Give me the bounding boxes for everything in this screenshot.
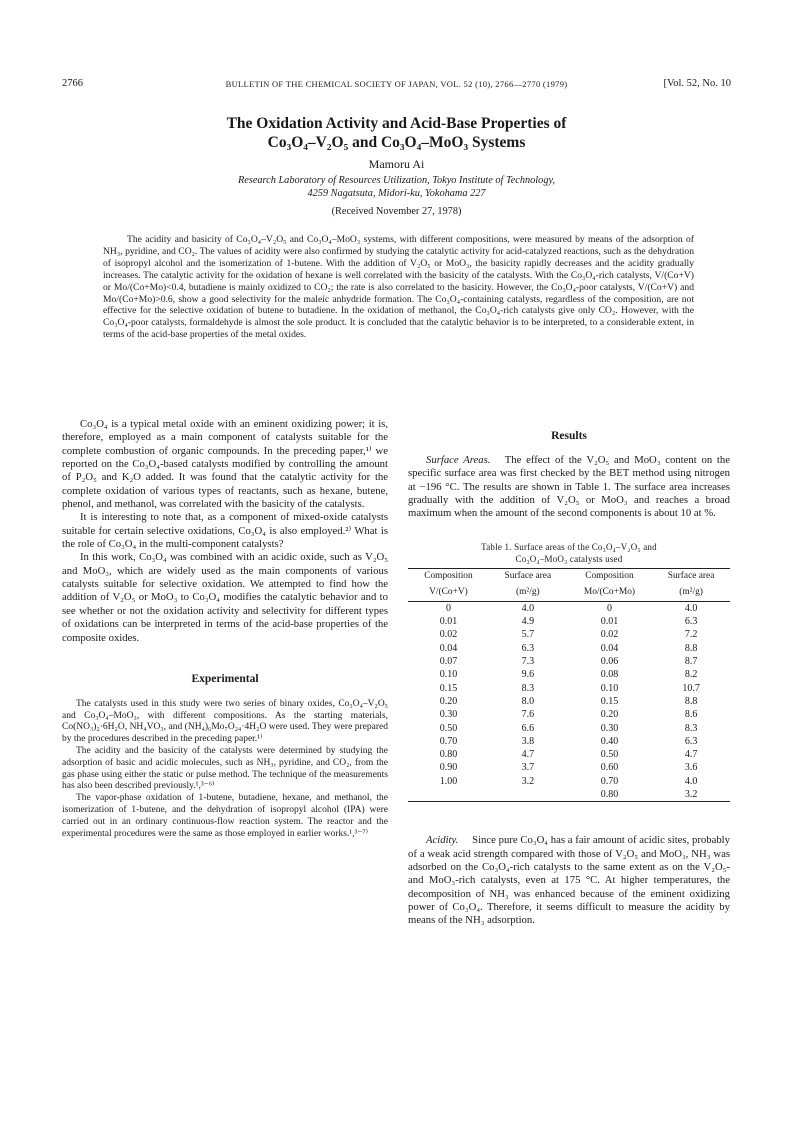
table-cell: 10.7 <box>682 682 700 694</box>
table-cell: 3.8 <box>521 735 535 747</box>
journal-citation: BULLETIN OF THE CHEMICAL SOCIETY OF JAPAN, VOL. 52 (10), 2766—2770 (1979) <box>225 79 568 89</box>
table-cell: 0.15 <box>600 695 619 707</box>
experimental-heading: Experimental <box>191 672 259 685</box>
table-row <box>408 761 730 774</box>
volume-label: [Vol. 52, No. 10 <box>663 78 731 89</box>
table-cell: 8.8 <box>684 642 698 654</box>
table-cell: 4.7 <box>684 749 698 761</box>
acidity-runhead: Acidity. <box>426 834 459 847</box>
experimental-paragraph-2: The acidity and the basicity of the catalysts were determined by studying the adsorption of basic and acidic molecules, such as NH₃, pyridine, and CO₂, from the gas phase using either the static or pulse method. The technique of the measurements has also been described previously.¹,³⁻⁶⁾ <box>62 746 388 792</box>
table-cell: 0.50 <box>600 749 619 761</box>
table-cell: 0.15 <box>439 682 458 694</box>
title-line-1: The Oxidation Activity and Acid-Base Properties of <box>226 115 567 132</box>
table-cell: 0.01 <box>439 616 458 628</box>
table-cell: 0.80 <box>567 788 652 802</box>
column-header: Surface area <box>489 568 567 585</box>
table-row <box>408 628 730 641</box>
intro-paragraph-1: Co₃O₄ is a typical metal oxide with an eminent oxidizing power; it is, therefore, employed as a main component of catalysts suitable for the complete combustion of organic compounds. In the preceding paper,¹⁾ we reported on the Co₃O₄-based catalysts modified by controlling the amount of P₂O₅ and K₂O added. It was found that the catalytic activity for the complete oxidation of various types of reactants, such as hexane, butene, phenol, and methanol, was correlated with the basicity of the catalysts. <box>62 418 388 511</box>
intro-paragraph-3: In this work, Co₃O₄ was combined with an acidic oxide, such as V₂O₅ and MoO₃, which are widely used as the main components of various catalysts suitable for selective oxidation. We attempted to find how the addition of V₂O₅ or MoO₃ to Co₃O₄ modifies the catalytic behavior and to see whether or not the oxidation activity and selectivity for different types of oxidations can be interpreted in terms of the acid-base properties of the composite oxides. <box>62 551 388 644</box>
running-header <box>62 78 731 94</box>
table-cell: 0.02 <box>439 629 458 641</box>
surface-area-table <box>408 568 730 802</box>
surface-areas-paragraph <box>408 454 730 521</box>
table-row <box>408 642 730 655</box>
table-cell: 6.3 <box>684 616 698 628</box>
table-cell: 8.8 <box>684 695 698 707</box>
abstract <box>103 234 694 341</box>
table-row <box>408 695 730 708</box>
table-cell: 8.3 <box>684 722 698 734</box>
table-cell: 0.70 <box>600 775 619 787</box>
author-name: Mamoru Ai <box>368 157 425 171</box>
table-row <box>408 735 730 748</box>
table-body <box>408 601 730 801</box>
table-row <box>408 682 730 695</box>
page-number: 2766 <box>62 78 83 89</box>
table-row <box>408 615 730 628</box>
table-cell: 0.90 <box>439 762 458 774</box>
surface-areas-runhead: Surface Areas. <box>426 454 491 466</box>
affiliation-line-2: 4259 Nagatsuta, Midori-ku, Yokohama 227 <box>307 187 486 199</box>
table-cell: 0.50 <box>439 722 458 734</box>
table-cell: 8.6 <box>684 709 698 721</box>
experimental-paragraph-1: The catalysts used in this study were two series of binary oxides, Co₃O₄–V₂O₅ and Co₃O₄–MoO₃, with different compositions. As the starting materials, Co(NO₃)₂·6H₂O, NH₄VO₃, and (NH₄)₆Mo₇O₂₄·4H₂O were used. They were prepared by the procedures described in the preceding paper.¹⁾ <box>62 698 388 745</box>
table-cell: 5.7 <box>521 629 535 641</box>
table-cell: 6.3 <box>521 642 535 654</box>
table-cell: 0.04 <box>439 642 458 654</box>
acidity-text: Since pure Co₃O₄ has a fair amount of acidic sites, probably of a weak acid strength compared with those of V₂O₅ and MoO₃, NH₃ was adsorbed on the Co₃O₄-rich catalysts to the same extent as on the V₂O₅- and MoO₃-rich catalysts, even at 175 °C. At higher temperatures, the decomposition of NH₃ was enhanced because of the eminent oxidizing power of Co₃O₄. Therefore, it seems difficult to measure the acidity by means of the NH₃ adsorption. <box>408 834 730 927</box>
table-cell: 3.2 <box>652 788 730 802</box>
table-cell: 8.2 <box>684 669 698 681</box>
column-header-unit: (m²/g) <box>652 585 730 602</box>
table-caption-line-1: Table 1. Surface areas of the Co₃O₄–V₂O₅ and <box>481 541 657 552</box>
table-cell: 4.0 <box>684 602 698 614</box>
table-row <box>408 601 730 615</box>
table-cell: 0.40 <box>600 735 619 747</box>
table-cell <box>408 788 489 802</box>
table-cell: 7.3 <box>521 656 535 668</box>
table-cell: 0.06 <box>600 656 619 668</box>
column-header: Composition <box>567 568 652 585</box>
table-cell: 0.20 <box>600 709 619 721</box>
table-row <box>408 668 730 681</box>
table-cell: 8.3 <box>521 682 535 694</box>
results-heading: Results <box>551 430 587 442</box>
right-column <box>408 418 730 928</box>
table-1-caption <box>408 541 730 565</box>
table-cell: 8.0 <box>521 695 535 707</box>
table-cell: 0.70 <box>439 735 458 747</box>
table-cell: 0.01 <box>600 616 619 628</box>
table-cell: 0.10 <box>439 669 458 681</box>
column-header-unit: Mo/(Co+Mo) <box>567 585 652 602</box>
table-cell: 0.80 <box>439 749 458 761</box>
affiliation-line-1: Research Laboratory of Resources Utilization, Tokyo Institute of Technology, <box>237 175 556 186</box>
table-cell: 0.07 <box>439 656 458 668</box>
table-cell: 7.2 <box>684 629 698 641</box>
column-header: Surface area <box>652 568 730 585</box>
column-header-unit: V/(Co+V) <box>408 585 489 602</box>
table-cell: 0 <box>606 602 612 614</box>
received-date: (Received November 27, 1978) <box>331 206 462 217</box>
table-cell: 3.6 <box>684 762 698 774</box>
table-caption-line-2: Co₃O₄–MoO₃ catalysts used <box>515 553 623 564</box>
table-cell: 0.04 <box>600 642 619 654</box>
experimental-paragraph-3: The vapor-phase oxidation of 1-butene, butadiene, hexane, and methanol, the isomerization of 1-butene, and the dehydration of isopropyl alcohol (IPA) were carried out in an ordinary continuous-flow reaction system. The reactor and the experimental procedures were the same as those employed in earlier works.¹,³⁻⁷⁾ <box>62 793 388 839</box>
table-cell: 0.10 <box>600 682 619 694</box>
table-cell: 3.2 <box>521 775 535 787</box>
table-row <box>408 708 730 721</box>
table-cell: 4.0 <box>684 775 698 787</box>
table-cell: 4.9 <box>521 616 535 628</box>
table-cell: 0.30 <box>439 709 458 721</box>
table-cell: 0.20 <box>439 695 458 707</box>
table-cell: 8.7 <box>684 656 698 668</box>
table-cell: 0.60 <box>600 762 619 774</box>
table-cell: 0.02 <box>600 629 619 641</box>
table-cell: 1.00 <box>439 775 458 787</box>
acidity-paragraph <box>408 834 730 927</box>
abstract-text: The acidity and basicity of Co₃O₄–V₂O₅ and Co₃O₄–MoO₃ systems, with different compositions, were measured by means of the adsorption of NH₃, pyridine, and CO₂. The values of acidity were also confirmed by studying the catalytic activity for acid-catalyzed reactions, such as the dehydration of isopropyl alcohol and the isomerization of 1-butene. With the addition of V₂O₅ or MoO₃, the basicity rapidly decreases and the acidity gradually increases. The catalytic activity for the oxidation of hexane is well correlated with the basicity of the catalysts. With the Co₃O₄-rich catalysts, V/(Co+V) or Mo/(Co+Mo)<0.4, butadiene is mainly oxidized to CO₂; the rate is also correlated to the basicity. However, the Co₃O₄-poor catalysts, V/(Co+V) and Mo/(Co+Mo)>0.6, show a good selectivity for the maleic anhydride formation. The Co₃O₄-containing catalysts, regardless of the composition, are not effective for the selective oxidation of butene to butadiene. In the oxidation of methanol, the Co₃O₄-rich catalysts give only CO₂. However, with the Co₃O₄-poor catalysts, formaldehyde is almost the sole product. It is concluded that the catalytic behavior is to be interpreted, to a considerable extent, in terms of the acid-base properties of the metal oxides. <box>103 234 694 341</box>
table-cell: 0 <box>445 602 451 614</box>
left-column <box>62 418 388 840</box>
table-cell <box>489 788 567 802</box>
column-header: Composition <box>408 568 489 585</box>
table-cell: 4.7 <box>521 749 535 761</box>
table-row <box>408 788 730 802</box>
article-title <box>100 114 693 152</box>
table-cell: 7.6 <box>521 709 535 721</box>
table-cell: 0.08 <box>600 669 619 681</box>
table-header-row-1 <box>408 568 730 585</box>
table-row <box>408 655 730 668</box>
affiliation <box>140 175 653 200</box>
table-cell: 3.7 <box>521 762 535 774</box>
table-row <box>408 775 730 788</box>
title-line-2: Co₃O₄–V₂O₅ and Co₃O₄–MoO₃ Systems <box>267 134 526 151</box>
table-header-row-2 <box>408 585 730 602</box>
table-cell: 9.6 <box>521 669 535 681</box>
table-cell: 4.0 <box>521 602 535 614</box>
table-cell: 0.30 <box>600 722 619 734</box>
intro-paragraph-2: It is interesting to note that, as a component of mixed-oxide catalysts suitable for certain selective oxidations, Co₃O₄ is also employed.²⁾ What is the role of Co₃O₄ in the multi-component catalysts? <box>62 511 388 551</box>
surface-areas-text: The effect of the V₂O₅ and MoO₃ content on the specific surface area was first checked by the BET method using nitrogen at −196 °C. The results are shown in Table 1. The surface area increases gradually with the addition of V₂O₅ or MoO₃ and reaches a broad maximum when the amount of the second components is about 10 at %. <box>408 454 730 520</box>
table-row <box>408 748 730 761</box>
table-cell: 6.6 <box>521 722 535 734</box>
table-cell: 6.3 <box>684 735 698 747</box>
table-row <box>408 721 730 734</box>
column-header-unit: (m²/g) <box>489 585 567 602</box>
